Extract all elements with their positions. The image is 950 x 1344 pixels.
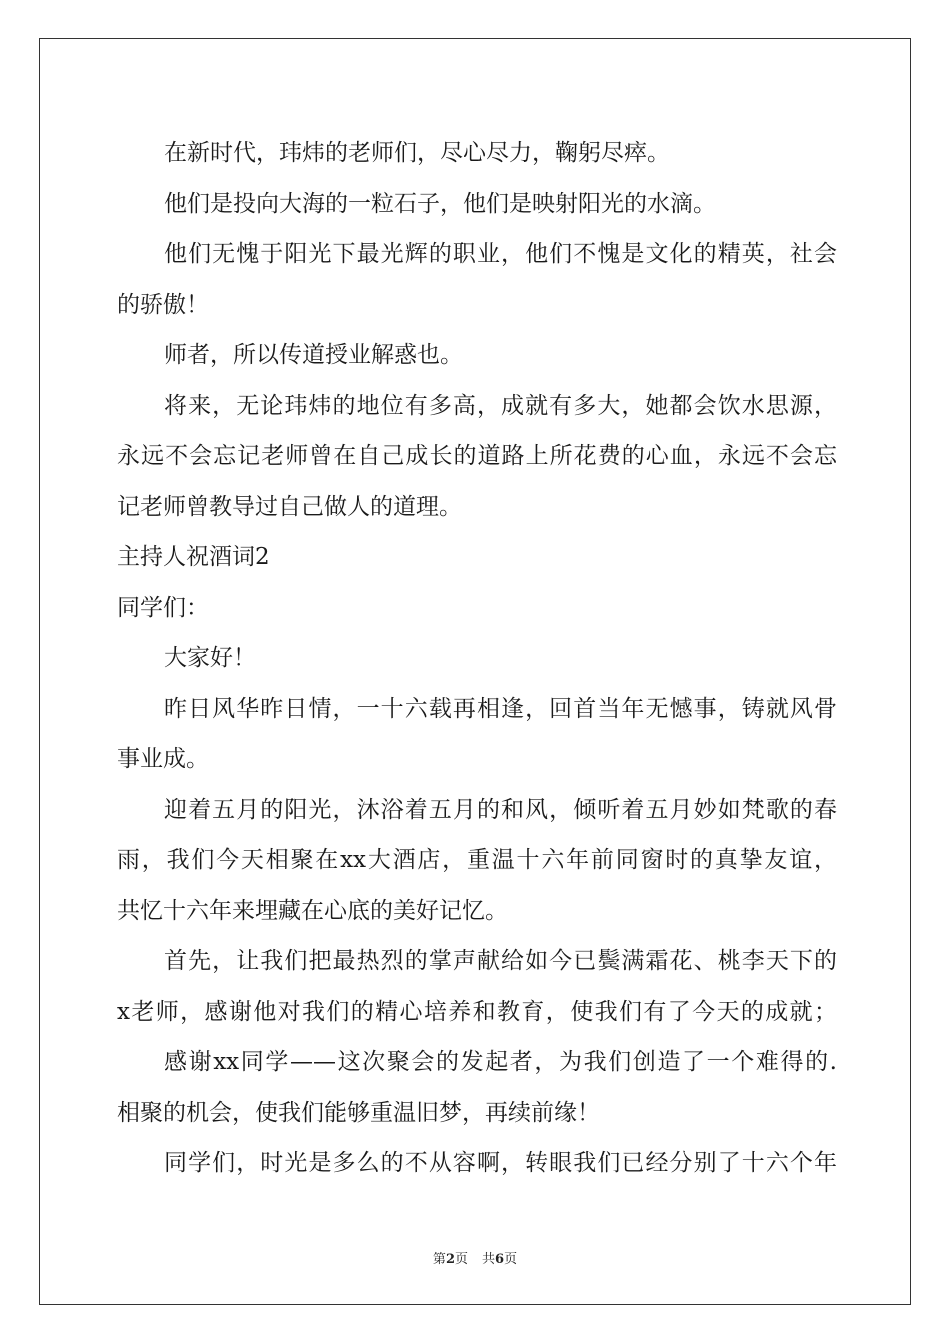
paragraph-line: 在新时代，玮炜的老师们，尽心尽力，鞠躬尽瘁。 [164,140,670,166]
paragraph-line: 相聚的机会，使我们能够重温旧梦，再续前缘！ [117,1099,600,1126]
paragraph-line: 的骄傲！ [117,291,209,318]
paragraph-line: 昨日风华昨日情，一十六载再相逢，回首当年无憾事，铸就风骨 [164,695,837,722]
document-body [117,128,837,1189]
paragraph-line: 永远不会忘记老师曾在自己成长的道路上所花费的心血，永远不会忘 [117,443,837,469]
page-number: 2 [445,1252,455,1267]
page-prefix: 第 [432,1252,446,1267]
paragraph-line: 雨，我们今天相聚在xx大酒店，重温十六年前同窗时的真挚友谊， [117,847,837,873]
paragraph-line: 他们无愧于阳光下最光辉的职业，他们不愧是文化的精英，社会 [164,241,837,267]
total-suffix: 页 [504,1252,518,1267]
total-pages: 6 [495,1252,505,1267]
paragraph-line: 他们是投向大海的一粒石子，他们是映射阳光的水滴。 [164,190,716,217]
paragraph-line: 记老师曾教导过自己做人的道理。 [117,493,462,520]
paragraph-line: 同学们，时光是多么的不从容啊，转眼我们已经分别了十六个年 [164,1150,837,1176]
paragraph-line: 共忆十六年来埋藏在心底的美好记忆。 [117,897,508,924]
paragraph-line: 首先，让我们把最热烈的掌声献给如今已鬓满霜花、桃李天下的 [164,948,837,974]
paragraph-line: x老师，感谢他对我们的精心培养和教育，使我们有了今天的成就； [117,998,837,1025]
salutation: 同学们： [117,594,209,621]
total-prefix: 共 [482,1252,496,1267]
paragraph-line: 事业成。 [117,746,209,772]
paragraph-line: 师者，所以传道授业解惑也。 [164,342,463,368]
paragraph-line: 将来，无论玮炜的地位有多高，成就有多大，她都会饮水思源， [164,392,837,419]
page-suffix: 页 [454,1252,468,1267]
greeting: 大家好！ [164,645,256,671]
page-footer [0,1248,950,1267]
section-heading: 主持人祝酒词2 [117,544,270,570]
paragraph-line: 迎着五月的阳光，沐浴着五月的和风，倾听着五月妙如梵歌的春 [164,796,837,823]
paragraph-line: 感谢xx同学——这次聚会的发起者，为我们创造了一个难得的. [164,1049,837,1075]
